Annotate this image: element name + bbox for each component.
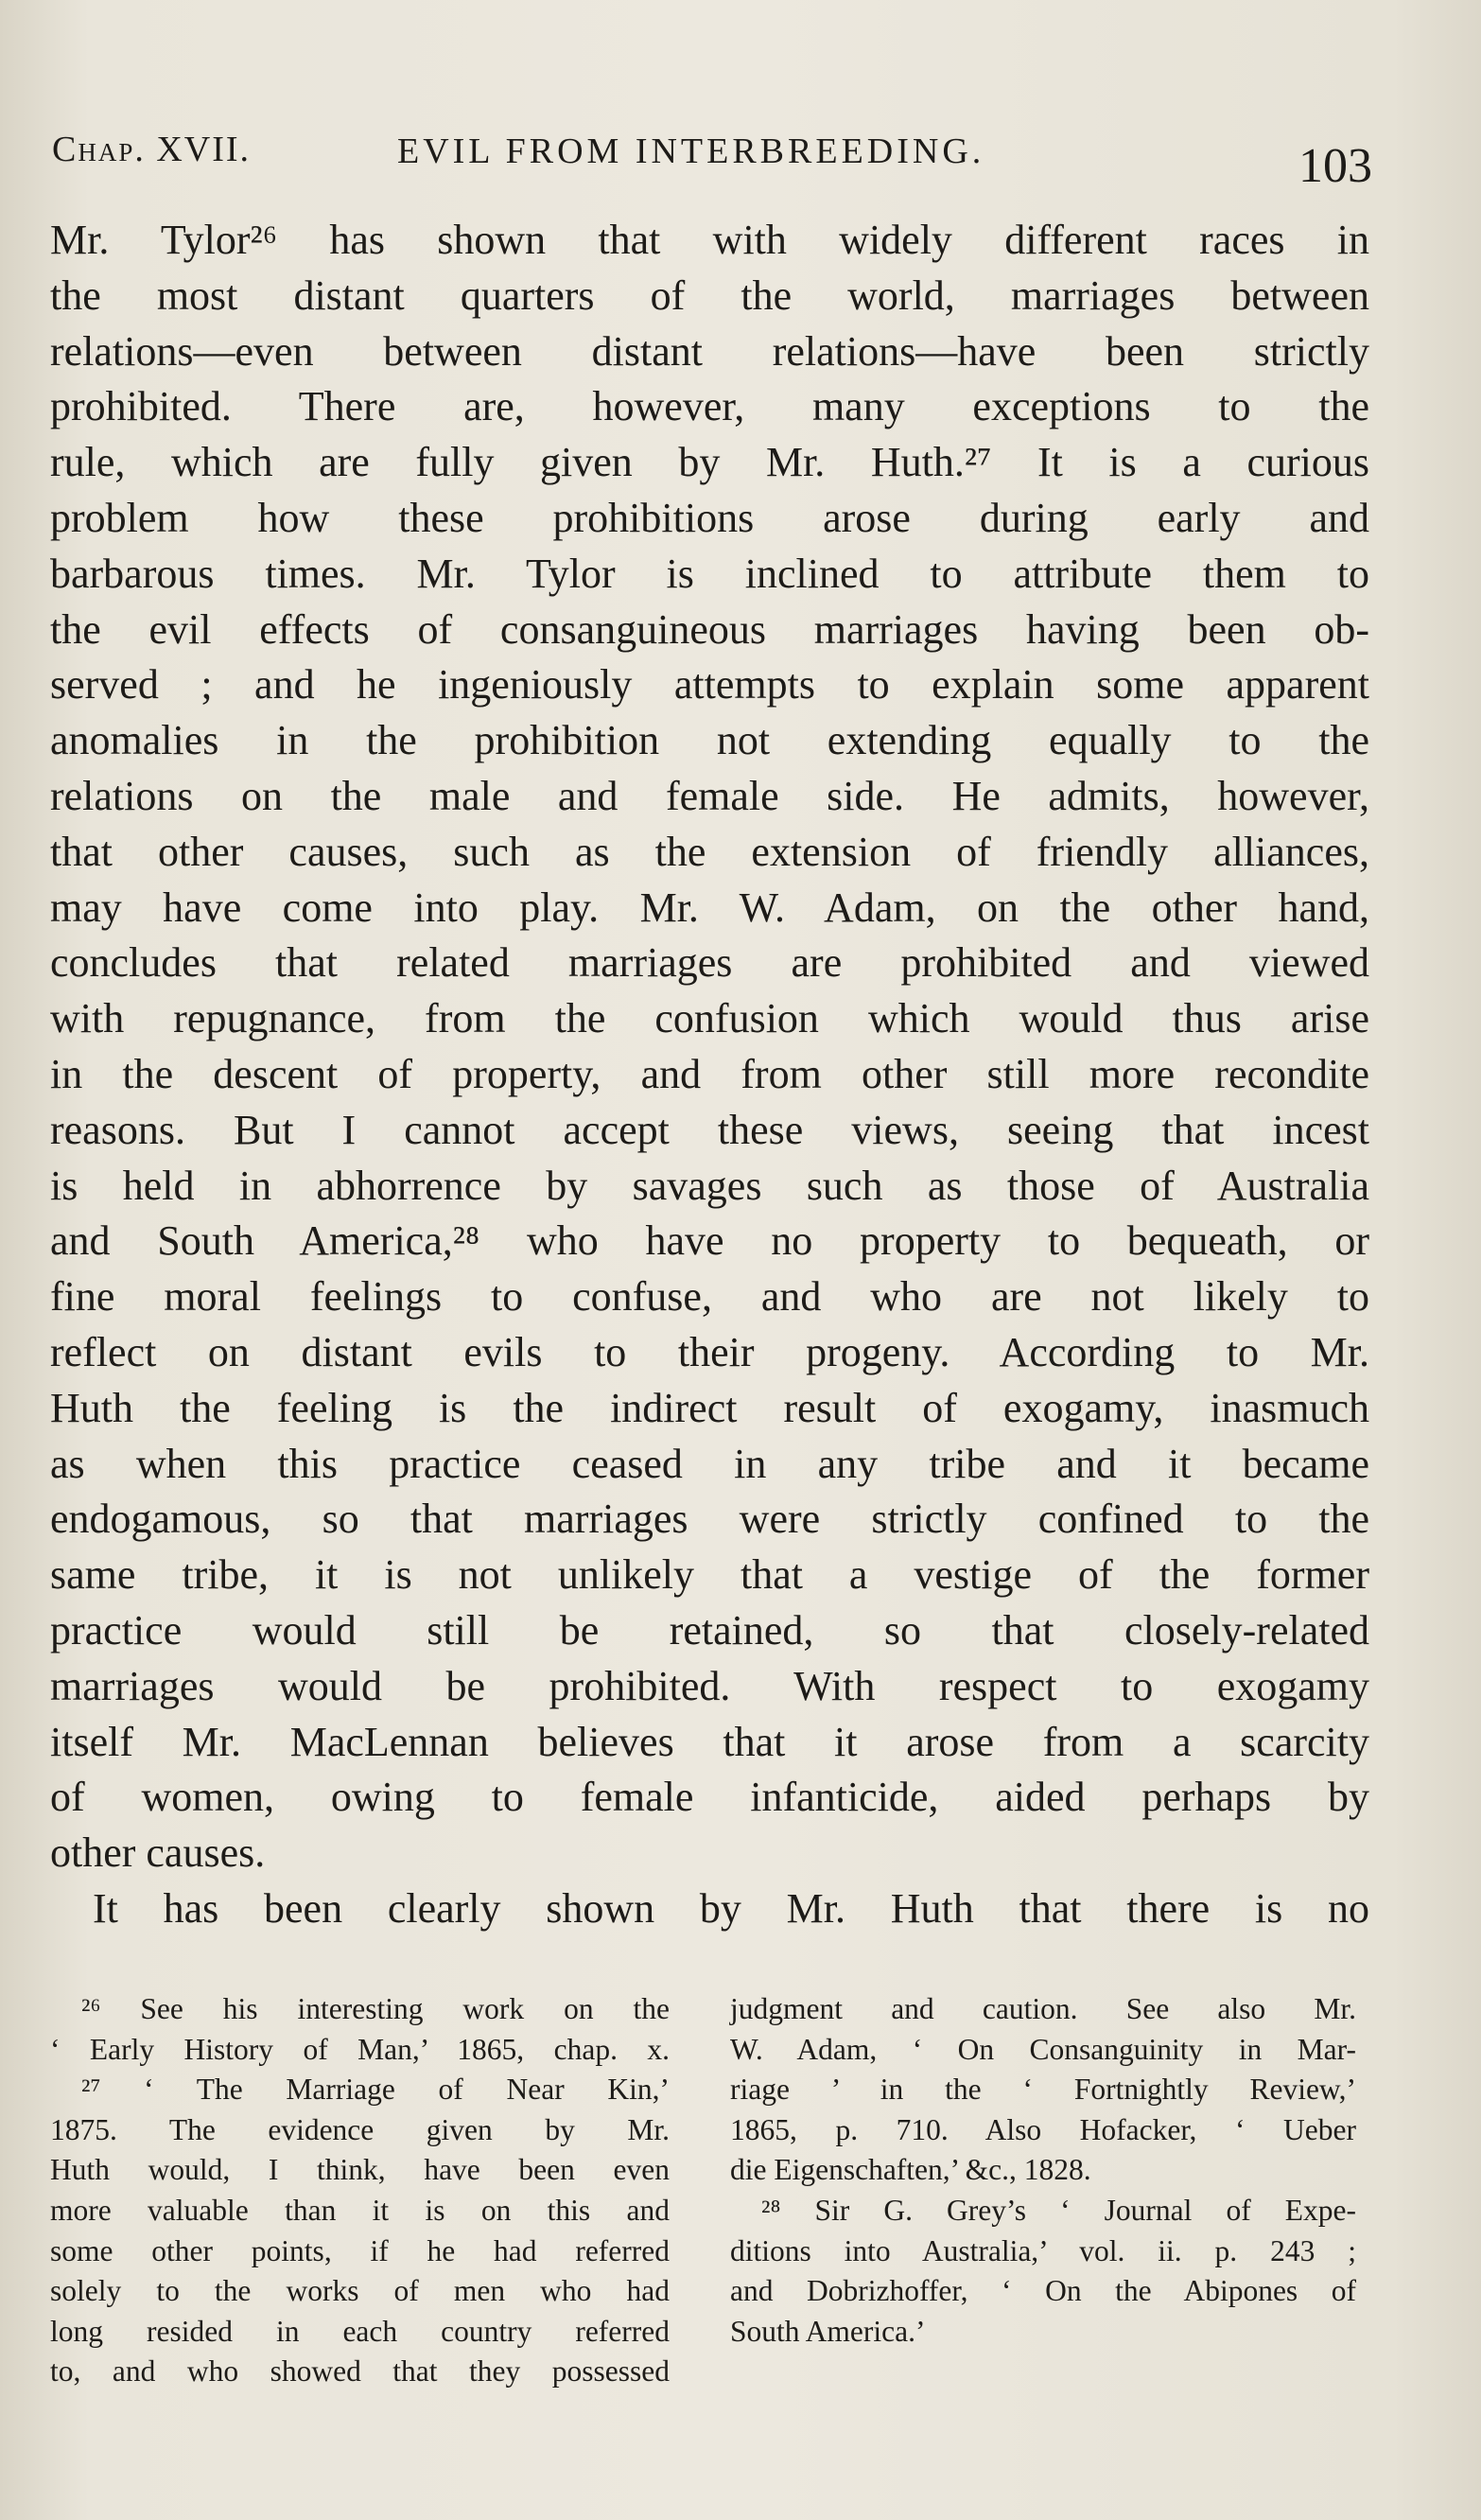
text-line: Huth the feeling is the indirect result of exogamy, inasmuch bbox=[50, 1384, 1369, 1431]
footnote-line: ²⁷ ‘ The Marriage of Near Kin,’ bbox=[81, 2073, 670, 2107]
footnote-line: to, and who showed that they possessed bbox=[50, 2354, 670, 2389]
text-line: same tribe, it is not unlikely that a vestige of the former bbox=[50, 1551, 1369, 1599]
footnote-line: 1865, p. 710. Also Hofacker, ‘ Ueber bbox=[730, 2112, 1356, 2146]
chapter-label: Chap. XVII. bbox=[52, 130, 252, 169]
footnote-line: W. Adam, ‘ On Consanguinity in Mar- bbox=[730, 2032, 1356, 2066]
footnote-line: 1875. The evidence given by Mr. bbox=[50, 2112, 670, 2146]
text-line: problem how these prohibitions arose during early and bbox=[50, 494, 1369, 541]
text-line: reasons. But I cannot accept these views, seeing that incest bbox=[50, 1106, 1369, 1153]
text-line: relations on the male and female side. He admits, however, bbox=[50, 772, 1369, 819]
footnote-line: and Dobrizhoffer, ‘ On the Abipones of bbox=[730, 2274, 1356, 2308]
footnote-line: ditions into Australia,’ vol. ii. p. 243 ; bbox=[730, 2233, 1356, 2267]
text-line: practice would still be retained, so that closely-related bbox=[50, 1606, 1369, 1654]
text-line: reflect on distant evils to their progeny. According to Mr. bbox=[50, 1328, 1369, 1375]
text-line: barbarous times. Mr. Tylor is inclined to attribute them to bbox=[50, 550, 1369, 597]
footnote-line: judgment and caution. See also Mr. bbox=[730, 1992, 1356, 2025]
footnote-line: ²⁸ Sir G. Grey’s ‘ Journal of Expe- bbox=[761, 2193, 1356, 2227]
running-header bbox=[52, 121, 1376, 197]
text-line: marriages would be prohibited. With respect to exogamy bbox=[50, 1662, 1369, 1709]
text-line: Mr. Tylor²⁶ has shown that with widely different races in bbox=[50, 217, 1369, 263]
text-line: prohibited. There are, however, many exceptions to the bbox=[50, 383, 1369, 430]
text-line: of women, owing to female infanticide, aided perhaps by bbox=[50, 1774, 1369, 1821]
text-line: rule, which are fully given by Mr. Huth.²⁷ It is a curious bbox=[50, 439, 1369, 486]
page-number: 103 bbox=[1298, 139, 1372, 193]
text-line: anomalies in the prohibition not extending equally to the bbox=[50, 717, 1369, 764]
footnote-line: solely to the works of men who had bbox=[50, 2274, 670, 2308]
footnote-line: Huth would, I think, have been even bbox=[50, 2153, 670, 2187]
text-line: as when this practice ceased in any tribe and it became bbox=[50, 1440, 1369, 1487]
text-line: It has been clearly shown by Mr. Huth that there is no bbox=[93, 1884, 1369, 1932]
footnotes-right-column bbox=[730, 1989, 1356, 2352]
text-line: and South America,²⁸ who have no property to bequeath, or bbox=[50, 1217, 1369, 1265]
footnote-line: long resided in each country referred bbox=[50, 2314, 670, 2348]
footnote-line: more valuable than it is on this and bbox=[50, 2193, 670, 2227]
footnote-line: some other points, if he had referred bbox=[50, 2233, 670, 2267]
text-line: is held in abhorrence by savages such as those of Australia bbox=[50, 1162, 1369, 1209]
footnote-line: die Eigenschaften,’ &c., 1828. bbox=[730, 2153, 1091, 2187]
text-line: served ; and he ingeniously attempts to explain some apparent bbox=[50, 661, 1369, 709]
text-line: fine moral feelings to confuse, and who are not likely to bbox=[50, 1273, 1369, 1321]
text-line: endogamous, so that marriages were strictly confined to the bbox=[50, 1496, 1369, 1543]
footnote-line: South America.’ bbox=[730, 2314, 926, 2348]
text-line: itself Mr. MacLennan believes that it arose from a scarcity bbox=[50, 1718, 1369, 1765]
footnote-line: ²⁶ See his interesting work on the bbox=[81, 1992, 670, 2025]
text-line: relations—even between distant relations—have been strictly bbox=[50, 327, 1369, 375]
text-line: may have come into play. Mr. W. Adam, on the other hand, bbox=[50, 884, 1369, 931]
running-title: EVIL FROM INTERBREEDING. bbox=[397, 131, 985, 171]
text-line: other causes. bbox=[50, 1829, 266, 1877]
text-line: that other causes, such as the extension of friendly alliances, bbox=[50, 828, 1369, 875]
footnotes-left-column bbox=[50, 1989, 670, 2392]
body-text bbox=[50, 213, 1369, 1937]
text-line: concludes that related marriages are prohibited and viewed bbox=[50, 939, 1369, 987]
footnote-line: riage ’ in the ‘ Fortnightly Review,’ bbox=[730, 2073, 1356, 2107]
footnote-line: ‘ Early History of Man,’ 1865, chap. x. bbox=[50, 2032, 670, 2066]
text-line: in the descent of property, and from other still more recondite bbox=[50, 1050, 1369, 1097]
text-line: with repugnance, from the confusion which would thus arise bbox=[50, 995, 1369, 1042]
text-line: the evil effects of consanguineous marriages having been ob- bbox=[50, 605, 1369, 653]
text-line: the most distant quarters of the world, marriages between bbox=[50, 271, 1369, 319]
